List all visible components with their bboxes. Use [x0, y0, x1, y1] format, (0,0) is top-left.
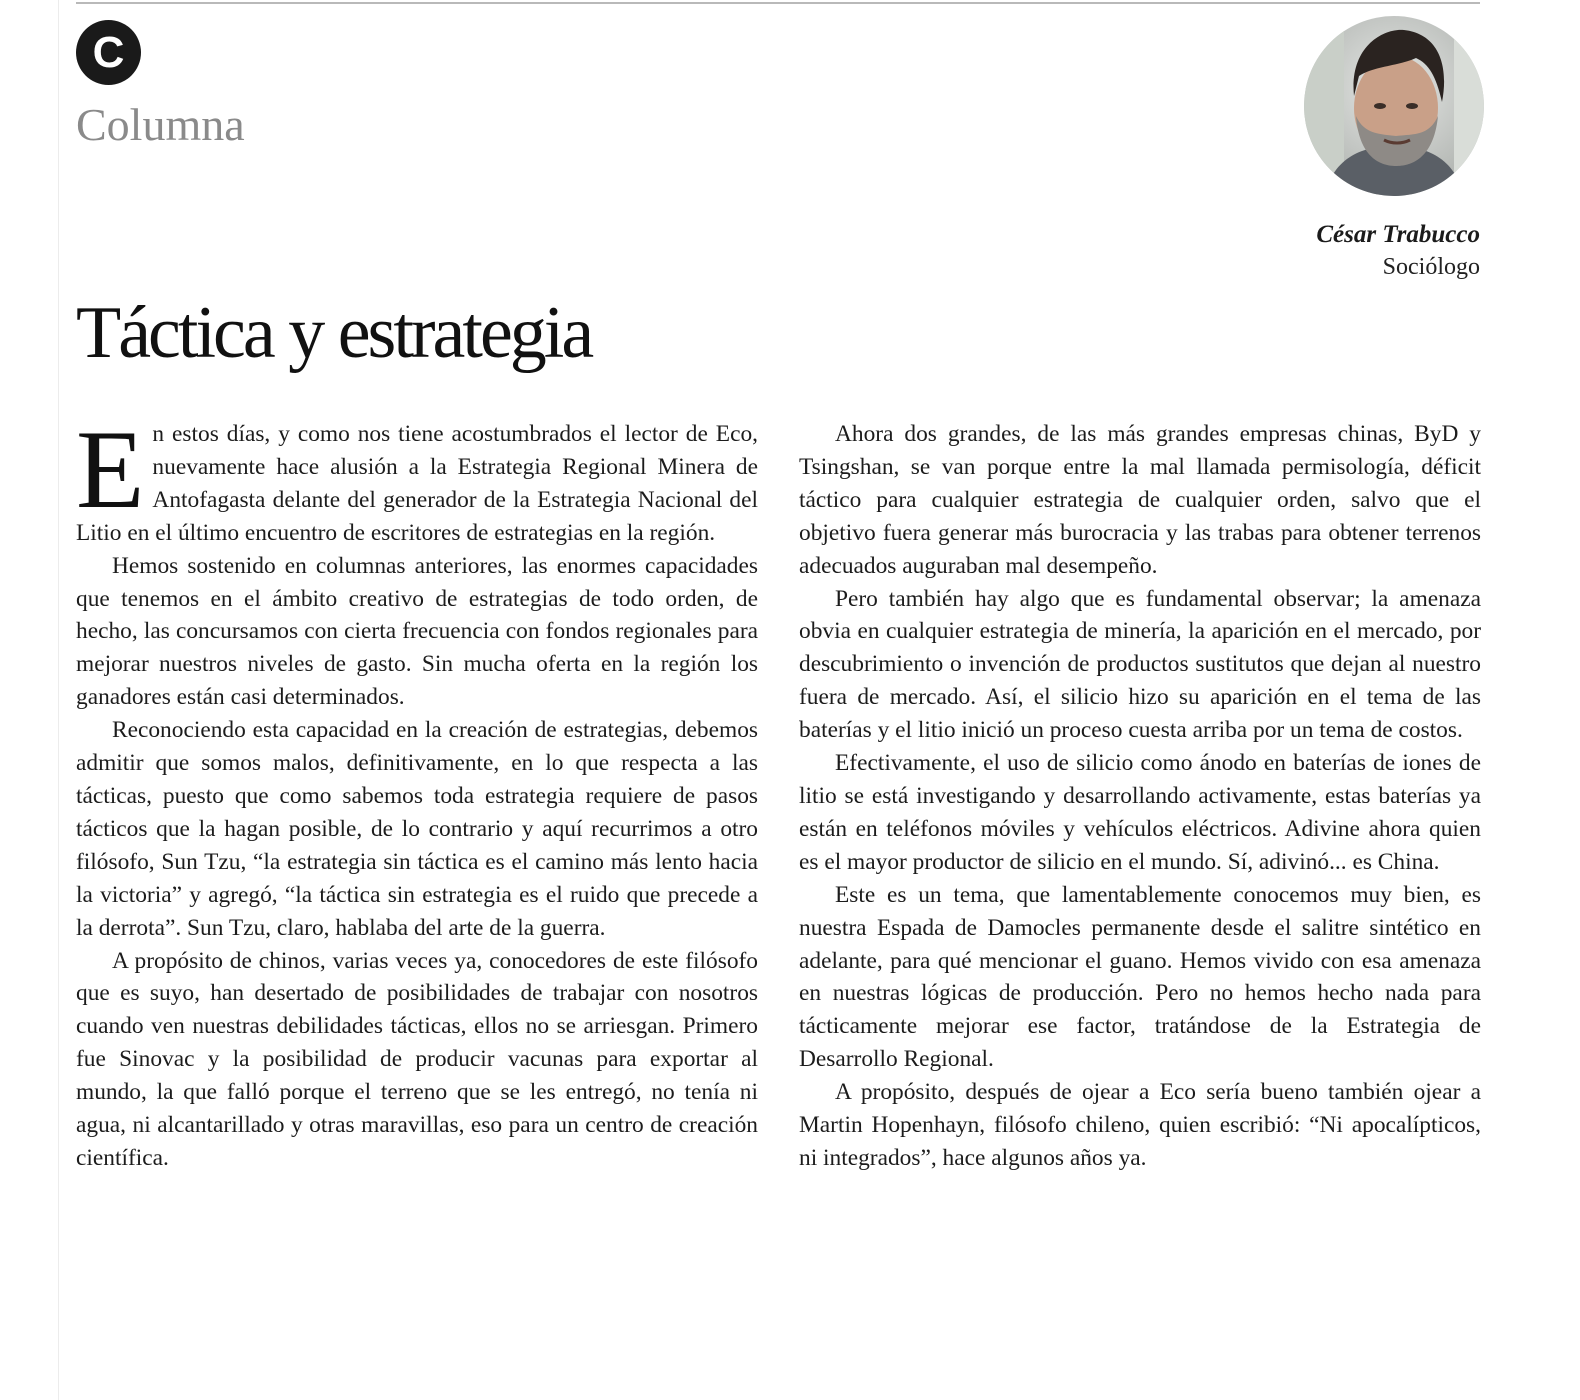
paragraph-text: n estos días, y como nos tiene acostumbrados el lector de Eco, nuevamente hace alusión a la Estrategia Regional Minera de Antofagasta delante del generador de la Estrategia Nacional del Litio en el último encuentro de escritores de estrategias en la región.: [76, 421, 758, 546]
paragraph: Ahora dos grandes, de las más grandes empresas chinas, ByD y Tsingshan, se van porque entre la mal llamada permisología, déficit táctico para cualquier estrategia de cualquier orden, salvo que el objetivo fuera generar más burocracia y las trabas para obtener terrenos adecuados auguraban mal desempeño.: [799, 421, 1481, 579]
author-role: Sociólogo: [1382, 254, 1480, 280]
top-rule: [76, 2, 1480, 4]
paragraph: [76, 408, 758, 550]
paragraph: A propósito, después de ojear a Eco sería bueno también ojear a Martin Hopenhayn, filósofo chileno, quien escribió: “Ni apocalípticos, ni integrados”, hace algunos años ya.: [799, 1079, 1481, 1171]
section-label: Columna: [76, 99, 245, 150]
author-photo: [1304, 16, 1484, 196]
paragraph: Hemos sostenido en columnas anteriores, las enormes capacidades que tenemos en el ámbito creativo de estrategias de todo orden, de hecho, las concursamos con cierta frecuencia con fondos regionales para mejorar nuestros niveles de gasto. Sin mucha oferta en la región los ganadores están casi determinados.: [76, 552, 758, 711]
article-column-right: [799, 418, 1481, 1175]
author-byline: [1316, 218, 1480, 284]
article-column-left: [76, 408, 758, 1175]
author-name: César Trabucco: [1316, 221, 1480, 248]
page-margin-line: [58, 0, 59, 1400]
author-portrait-icon: [1304, 16, 1484, 196]
badge-letter: C: [92, 27, 125, 77]
drop-cap: E: [76, 408, 145, 532]
paragraph: Pero también hay algo que es fundamental observar; la amenaza obvia en cualquier estrategia de minería, la aparición en el mercado, por descubrimiento o invención de productos sustitutos que dejan al nuestro fuera de mercado. Así, el silicio hizo su aparición en el tema de las baterías y el litio inició un proceso cuesta arriba por un tema de costos.: [799, 585, 1481, 744]
paragraph: A propósito de chinos, varias veces ya, conocedores de este filósofo que es suyo, han desertado de posibilidades de trabajar con nosotros cuando ven nuestras debilidades tácticas, ellos no se arriesgan. Primero fue Sinovac y la posibilidad de producir vacunas para exportar al mundo, la que falló porque el terreno que se les entregó, no tenía ni agua, ni alcantarillado y otras maravillas, eso para un centro de creación científica.: [76, 947, 758, 1171]
article-title: Táctica y estrategia: [76, 292, 592, 374]
paragraph: Este es un tema, que lamentablemente conocemos muy bien, es nuestra Espada de Damocles permanente desde el salitre sintético en adelante, para qué mencionar el guano. Hemos vivido con esa amenaza en nuestras lógicas de producción. Pero no hemos hecho nada para tácticamente mejorar ese factor, tratándose de la Estrategia de Desarrollo Regional.: [799, 881, 1481, 1073]
paragraph: Efectivamente, el uso de silicio como ánodo en baterías de iones de litio se está investigando y desarrollando activamente, estas baterías ya están en teléfonos móviles y vehículos eléctricos. Adivine ahora quien es el mayor productor de silicio en el mundo. Sí, adivinó... es China.: [799, 750, 1481, 875]
paragraph: Reconociendo esta capacidad en la creación de estrategias, debemos admitir que somos malos, definitivamente, en lo que respecta a las tácticas, puesto que como sabemos toda estrategia requiere de pasos tácticos que la hagan posible, de lo contrario y aquí recurrimos a otro filósofo, Sun Tzu, “la estrategia sin táctica es el camino más lento hacia la victoria” y agregó, “la táctica sin estrategia es el ruido que precede a la derrota”. Sun Tzu, claro, hablaba del arte de la guerra.: [76, 717, 758, 941]
column-badge-icon: [76, 20, 141, 85]
